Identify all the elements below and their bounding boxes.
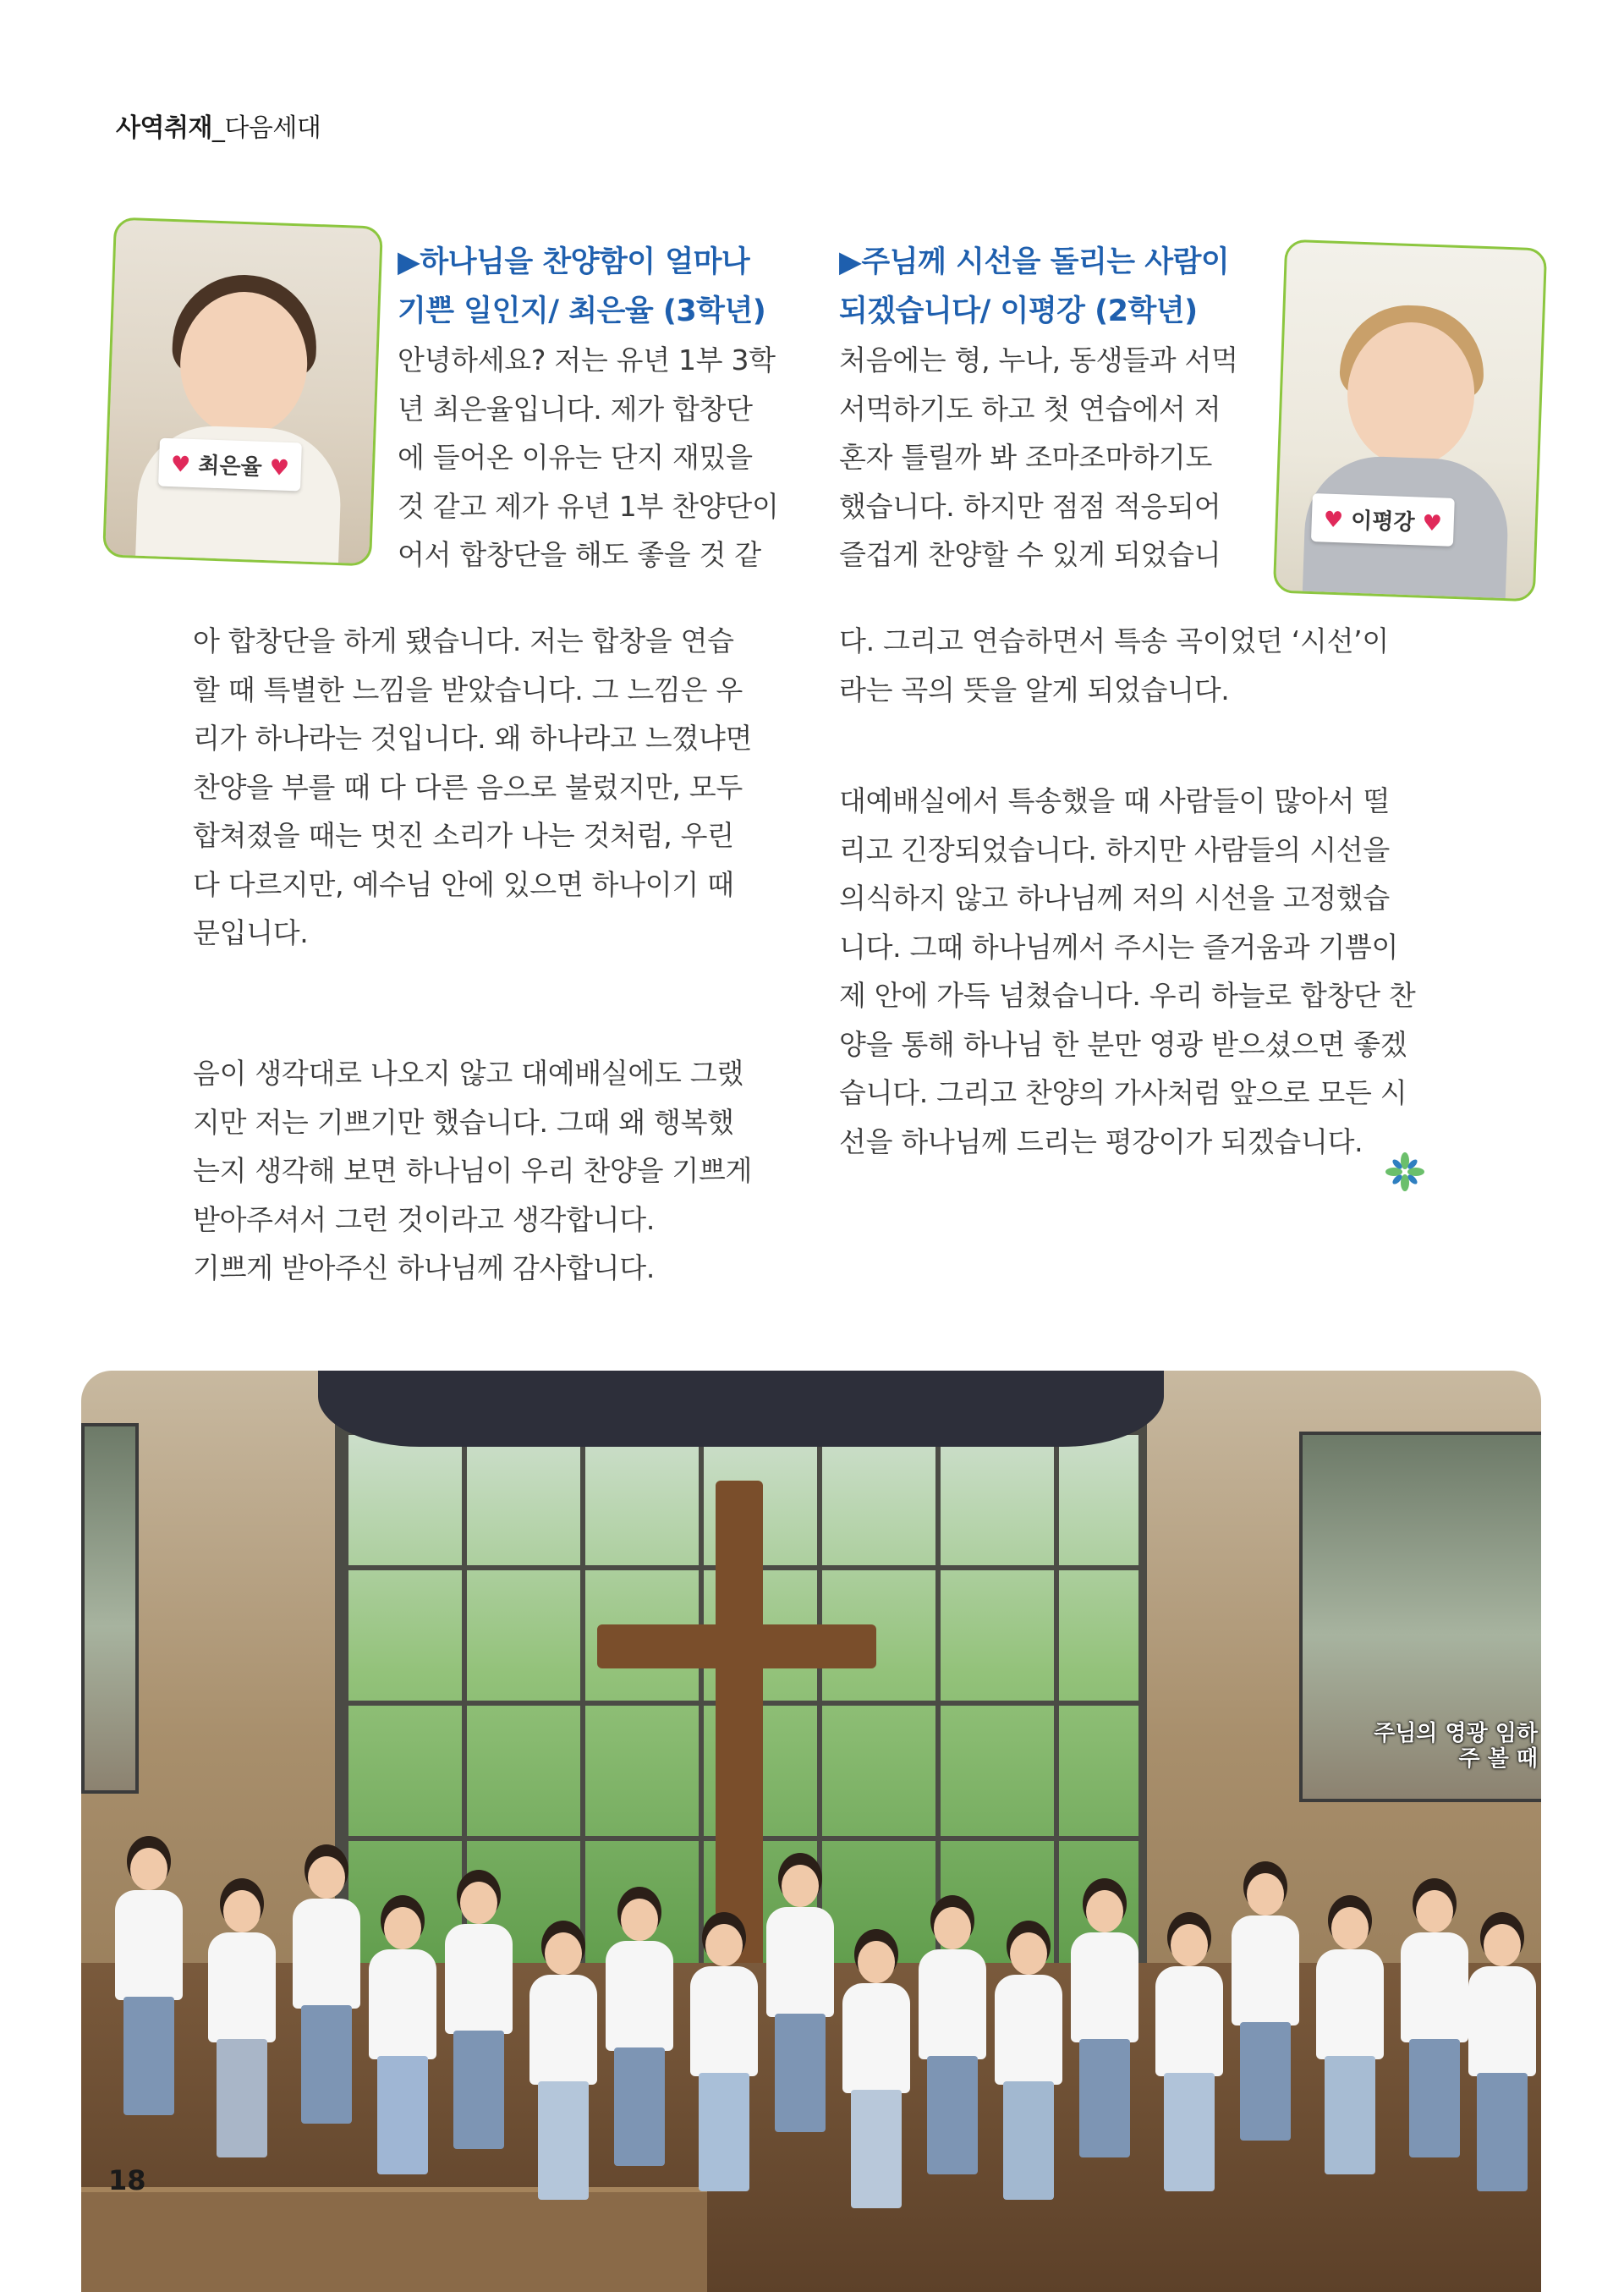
right-body-line: 습니다. 그리고 찬양의 가사처럼 앞으로 모든 시 xyxy=(839,1076,1407,1109)
name-card-right-text: 이평강 xyxy=(1350,508,1416,536)
left-body-line: 받아주셔서 그런 것이라고 생각합니다. xyxy=(193,1202,656,1236)
left-wrapped-line: 년 최은율입니다. 제가 합창단 xyxy=(398,392,753,426)
section-separator: _ xyxy=(211,113,225,143)
profile-photo-right xyxy=(1273,239,1547,602)
left-heading-line2: 기쁜 일인지/ 최은율 (3학년) xyxy=(398,294,766,328)
right-wrapped-line: 서먹하기도 하고 첫 연습에서 저 xyxy=(839,392,1221,426)
left-body xyxy=(193,617,795,958)
right-body-line: 선을 하나님께 드리는 평강이가 되겠습니다. xyxy=(839,1124,1363,1158)
left-body-line: 리가 하나라는 것입니다. 왜 하나라고 느꼈냐면 xyxy=(193,722,753,755)
projection-screen-left xyxy=(81,1423,139,1794)
right-wrapped-line: 혼자 틀릴까 봐 조마조마하기도 xyxy=(839,441,1213,474)
right-body-line: 양을 통해 하나님 한 분만 영광 받으셨으면 좋겠 xyxy=(839,1027,1407,1061)
left-body-2 xyxy=(193,1049,795,1293)
left-wrapped-line: 어서 합창단을 해도 좋을 것 같 xyxy=(398,538,761,571)
screen-caption-line1: 주님의 영광 임하 xyxy=(1374,1721,1538,1746)
screen-caption-line2: 주 볼 때 xyxy=(1458,1746,1538,1772)
left-body-line: 찬양을 부를 때 다 다른 음으로 불렀지만, 모두 xyxy=(193,770,743,804)
left-body-line: 아 합창단을 하게 됐습니다. 저는 합창을 연습 xyxy=(193,624,734,657)
right-wrapped-line: 처음에는 형, 누나, 동생들과 서먹 xyxy=(839,344,1238,377)
curtain xyxy=(318,1371,1164,1447)
screen-caption xyxy=(1374,1721,1538,1772)
profile-photo-left xyxy=(102,217,383,567)
left-body-line: 문입니다. xyxy=(193,916,309,949)
right-body-line: 의식하지 않고 하나님께 저의 시선을 고정했습 xyxy=(839,882,1390,915)
heart-icon: ♥ xyxy=(269,455,290,481)
right-wrapped-line: 했습니다. 하지만 점점 적응되어 xyxy=(839,489,1221,523)
left-body-line: 합쳐졌을 때는 멋진 소리가 나는 것처럼, 우린 xyxy=(193,819,734,852)
left-body-line: 기쁘게 받아주신 하나님께 감사합니다. xyxy=(193,1251,656,1284)
section-header xyxy=(116,107,321,144)
right-heading-line2: 되겠습니다/ 이평강 (2학년) xyxy=(839,294,1198,328)
left-wrapped-line: 안녕하세요? 저는 유년 1부 3학 xyxy=(398,344,776,377)
right-wrapped-line: 즐겁게 찬양할 수 있게 되었습니 xyxy=(839,538,1221,571)
left-wrapped-line: 것 같고 제가 유년 1부 찬양단이 xyxy=(398,489,779,523)
section-subtitle: 다음세대 xyxy=(224,113,321,143)
article-end-flower-icon xyxy=(1385,1152,1424,1191)
left-body-line: 할 때 특별한 느낌을 받았습니다. 그 느낌은 우 xyxy=(193,673,743,706)
left-heading-line1: ▶하나님을 찬양함이 얼마나 xyxy=(398,245,750,279)
left-intro xyxy=(398,239,795,580)
section-title: 사역취재 xyxy=(116,113,212,143)
right-body-2 xyxy=(839,777,1431,1166)
right-body-line: 라는 곡의 뜻을 알게 되었습니다. xyxy=(839,673,1230,706)
name-card-left-text: 최은율 xyxy=(197,453,263,481)
left-body-line: 는지 생각해 보면 하나님이 우리 찬양을 기쁘게 xyxy=(193,1154,753,1187)
heart-icon: ♥ xyxy=(170,452,191,478)
pew xyxy=(81,2187,707,2292)
right-heading-line1: ▶주님께 시선을 돌리는 사람이 xyxy=(839,245,1230,279)
right-body-line: 대예배실에서 특송했을 때 사람들이 많아서 떨 xyxy=(839,784,1390,817)
heart-icon: ♥ xyxy=(1323,507,1344,534)
right-intro xyxy=(839,239,1270,580)
heart-icon: ♥ xyxy=(1422,510,1443,537)
name-card-right xyxy=(1311,493,1455,547)
left-body-line: 다 다르지만, 예수님 안에 있으면 하나이기 때 xyxy=(193,867,734,901)
right-body xyxy=(839,617,1431,714)
left-wrapped-line: 에 들어온 이유는 단지 재밌을 xyxy=(398,441,753,474)
name-card-left xyxy=(158,438,302,492)
right-body-line: 니다. 그때 하나님께서 주시는 즐거움과 기쁨이 xyxy=(839,930,1399,964)
left-body-line: 지만 저는 기쁘기만 했습니다. 그때 왜 행복했 xyxy=(193,1105,734,1139)
right-body-line: 제 안에 가득 넘쳤습니다. 우리 하늘로 합창단 찬 xyxy=(839,979,1416,1012)
right-body-line: 리고 긴장되었습니다. 하지만 사람들의 시선을 xyxy=(839,833,1390,866)
choir-photo xyxy=(81,1371,1541,2292)
right-body-line: 다. 그리고 연습하면서 특송 곡이었던 ‘시선’이 xyxy=(839,624,1389,657)
projection-screen-right xyxy=(1299,1432,1541,1802)
page-number: 18 xyxy=(108,2164,146,2196)
left-body-line: 음이 생각대로 나오지 않고 대예배실에도 그랬 xyxy=(193,1057,743,1090)
cross-bar xyxy=(597,1624,876,1668)
